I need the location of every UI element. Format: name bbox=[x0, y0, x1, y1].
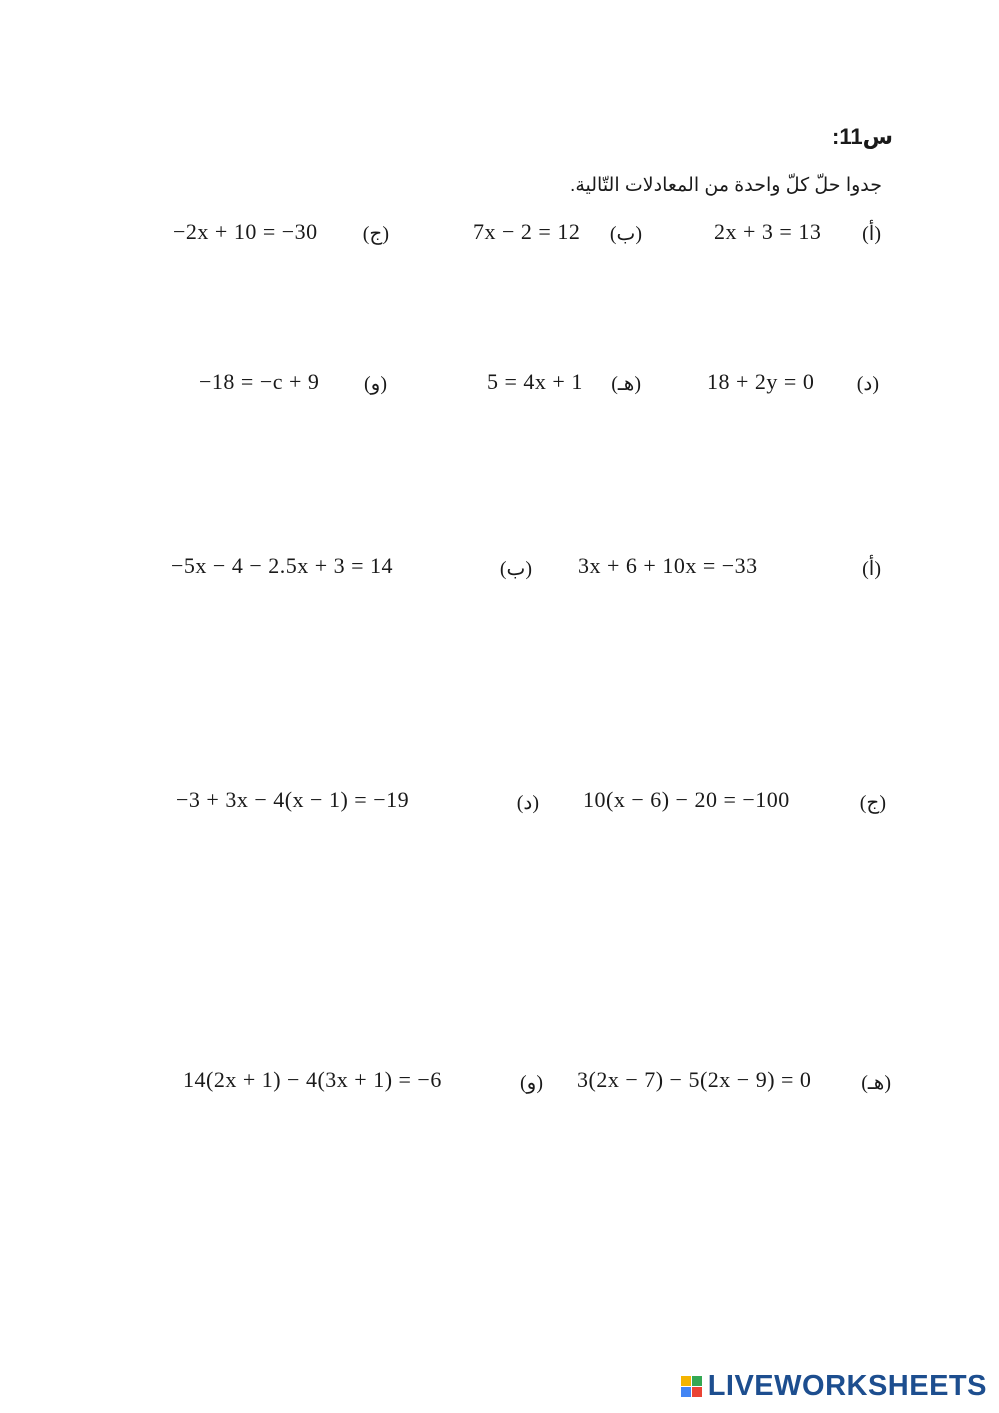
item-label: (أ) bbox=[862, 223, 881, 245]
equation: −5x − 4 − 2.5x + 3 = 14 bbox=[171, 553, 394, 578]
item-label: (د) bbox=[856, 373, 879, 395]
liveworksheets-logo bbox=[681, 1370, 987, 1403]
equation: 14(2x + 1) − 4(3x + 1) = −6 bbox=[183, 1067, 442, 1092]
item-label: (ب) bbox=[609, 223, 642, 245]
equation: 7x − 2 = 12 bbox=[473, 219, 581, 244]
equation: 2x + 3 = 13 bbox=[714, 219, 822, 244]
item-label: (د) bbox=[516, 792, 539, 814]
equation: −3 + 3x − 4(x − 1) = −19 bbox=[176, 787, 410, 812]
item-label: (و) bbox=[520, 1072, 543, 1094]
item-label: (ج) bbox=[859, 792, 886, 814]
equation: 10(x − 6) − 20 = −100 bbox=[583, 787, 790, 812]
equation: −2x + 10 = −30 bbox=[173, 219, 318, 244]
equation: 3(2x − 7) − 5(2x − 9) = 0 bbox=[577, 1067, 812, 1092]
equation: −18 = −c + 9 bbox=[199, 369, 320, 394]
item-label: (أ) bbox=[862, 558, 881, 580]
equation: 5 = 4x + 1 bbox=[487, 369, 583, 394]
item-label: (هـ) bbox=[611, 373, 641, 395]
brand-text: LIVEWORKSHEETS bbox=[707, 1370, 987, 1402]
question-number: س11: bbox=[832, 124, 893, 149]
item-label: (ج) bbox=[362, 223, 389, 245]
item-label: (هـ) bbox=[861, 1072, 891, 1094]
item-label: (ب) bbox=[499, 558, 532, 580]
item-label: (و) bbox=[364, 373, 387, 395]
instruction-text: جدوا حلّ كلّ واحدة من المعادلات التّالية. bbox=[570, 175, 882, 196]
equation: 3x + 6 + 10x = −33 bbox=[578, 553, 758, 578]
logo-icon bbox=[681, 1376, 702, 1397]
equation: 18 + 2y = 0 bbox=[707, 369, 815, 394]
